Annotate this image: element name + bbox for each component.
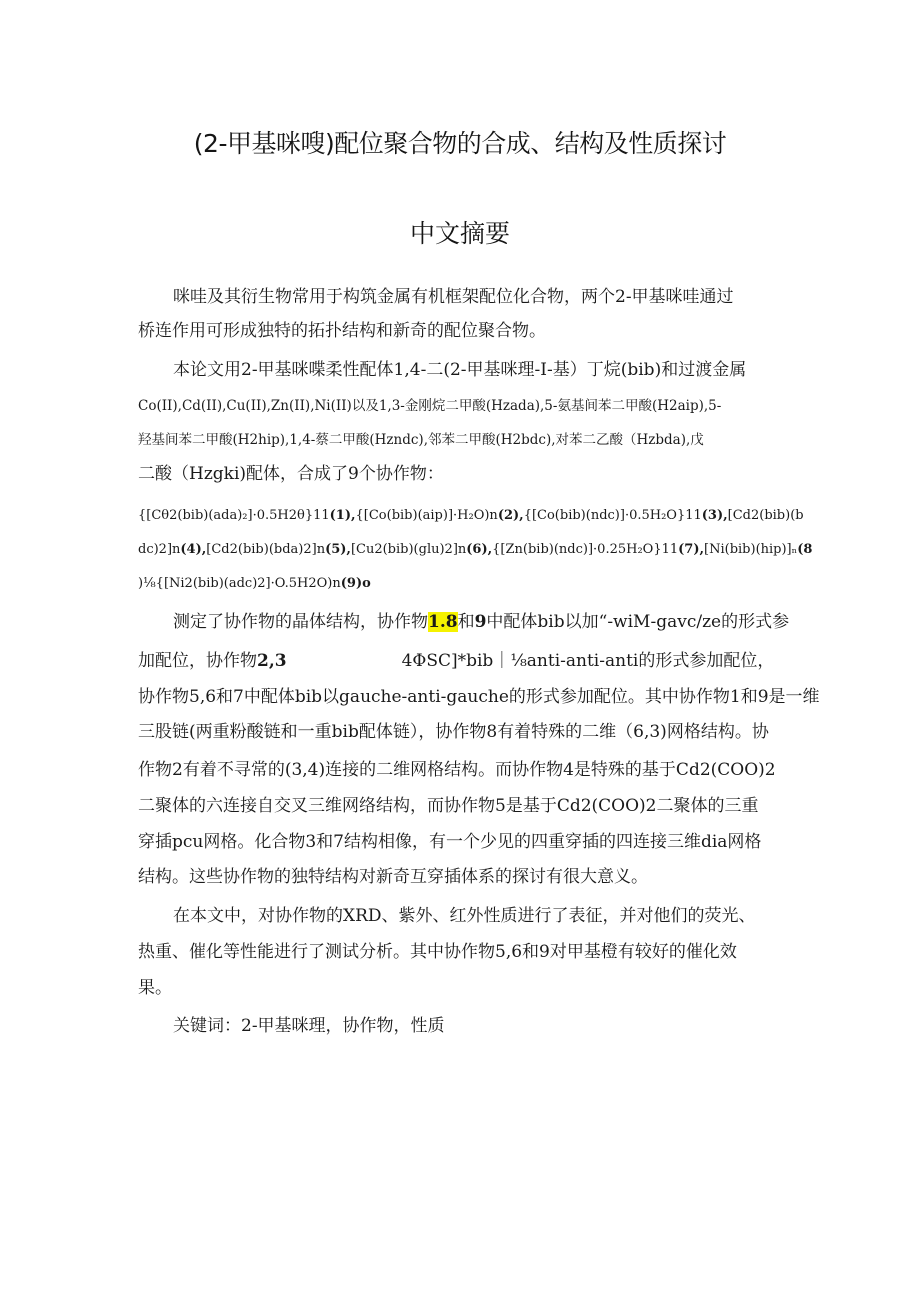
compound-label-8: (8: [797, 542, 813, 557]
text-segment: 4ΦSC]*bib｜⅛anti-anti-anti的形式参加配位，: [401, 651, 775, 671]
abstract-line-6: 二酸（Hzgki)配体，合成了9个协作物：: [138, 464, 444, 484]
highlighted-compound-label: 1.8: [428, 612, 458, 632]
abstract-line-14: 作物2有着不寻常的(3,4)连接的二维网格结构。而协作物4是特殊的基于Cd2(COO)2: [138, 760, 776, 780]
text-segment: 中配体bib以加“-wiM-gavc/ze的形式参: [486, 612, 790, 632]
section-heading: 中文摘要: [409, 219, 510, 248]
abstract-line-17: 结构。这些协作物的独特结构对新奇互穿插体系的探讨有很大意义。: [138, 867, 648, 887]
formula-2: {[Co(bib)(aip)]·H₂O)n: [355, 508, 498, 523]
document-title: (2-甲基咪嗖)配位聚合物的合成、结构及性质探讨: [193, 129, 727, 158]
formula-5: [Cd2(bib)(bda)2]n: [206, 542, 326, 557]
compound-label-5: (5),: [325, 542, 351, 557]
formula-line-3: [138, 573, 788, 595]
abstract-line-3: 本论文用2-甲基咪喋柔性配体1,4-二(2-甲基咪理-I-基）丁烷(bib)和过渡金属: [173, 360, 747, 380]
abstract-line-12: 协作物5,6和7中配体bib以gauche-anti-gauche的形式参加配位。其中协作物1和9是一维: [138, 687, 820, 707]
abstract-line-20: 果。: [138, 978, 172, 998]
text-segment: 测定了协作物的晶体结构，协作物: [173, 612, 428, 632]
formula-1: {[Cθ2(bib)(ada)₂]·0.5H2θ}11: [138, 508, 330, 523]
compound-label-1: (1),: [329, 508, 356, 523]
text-segment: 加配位，协作物: [138, 651, 257, 671]
abstract-line-16: 穿插pcu网格。化合物3和7结构相像，有一个少见的四重穿插的四连接三维dia网格: [138, 832, 762, 852]
compound-label: 9: [474, 612, 487, 632]
formula-8: [Ni(bib)(hip)]ₙ: [704, 542, 798, 557]
formula-7: {[Zn(bib)(ndc)]·0.25H₂O}11: [492, 542, 679, 557]
keywords-line: 关键词：2-甲基咪理，协作物，性质: [173, 1016, 445, 1036]
abstract-line-15: 二聚体的六连接自交叉三维网络结构，而协作物5是基于Cd2(COO)2二聚体的三重: [138, 796, 759, 816]
abstract-line-11: [138, 650, 788, 672]
compound-label-2: (2),: [497, 508, 524, 523]
abstract-line-10: [173, 611, 788, 633]
formula-6: [Cu2(bib)(glu)2]n: [350, 542, 467, 557]
compound-label-6: (6),: [466, 542, 493, 557]
formula-3: {[Co(bib)(ndc)]·0.5H₂O}11: [523, 508, 702, 523]
abstract-line-2: 桥连作用可形成独特的拓扑结构和新奇的配位聚合物。: [138, 321, 546, 341]
compound-label-7: (7),: [678, 542, 705, 557]
compound-label-3: (3),: [701, 508, 728, 523]
compound-label-4: (4),: [180, 542, 207, 557]
formula-line-1: [138, 505, 804, 527]
abstract-line-4: Co(II),Cd(II),Cu(II),Zn(II),Ni(II)以及1,3-金刚烷二甲酸(Hzada),5-氨基间苯二甲酸(H2aip),5-: [138, 398, 722, 414]
formula-9: )⅛{[Ni2(bib)(adc)2]·O.5H2O)n: [138, 576, 341, 591]
text-segment: 和: [457, 612, 475, 632]
compound-label-9: (9)o: [340, 576, 371, 591]
compound-label: 2,3: [257, 651, 287, 671]
abstract-line-13: 三股链(两重粉酸链和一重bib配体链），协作物8有着特殊的二维（6,3)网格结构。协: [138, 722, 769, 742]
formula-line-2: [138, 539, 813, 561]
abstract-line-1: 咪哇及其衍生物常用于构筑金属有机框架配位化合物，两个2-甲基咪哇通过: [173, 287, 734, 307]
abstract-line-19: 热重、催化等性能进行了测试分析。其中协作物5,6和9对甲基橙有较好的催化效: [138, 942, 737, 962]
abstract-line-18: 在本文中，对协作物的XRD、紫外、红外性质进行了表征，并对他们的荧光、: [173, 906, 756, 926]
abstract-line-5: 羟基间苯二甲酸(H2hip),1,4-蔡二甲酸(Hzndc),邻苯二甲酸(H2bdc),对苯二乙酸（Hzbda),戊: [138, 432, 704, 448]
formula-4-start: [Cd2(bib)(b: [727, 508, 804, 523]
formula-4-end: dc)2]n: [138, 542, 181, 557]
